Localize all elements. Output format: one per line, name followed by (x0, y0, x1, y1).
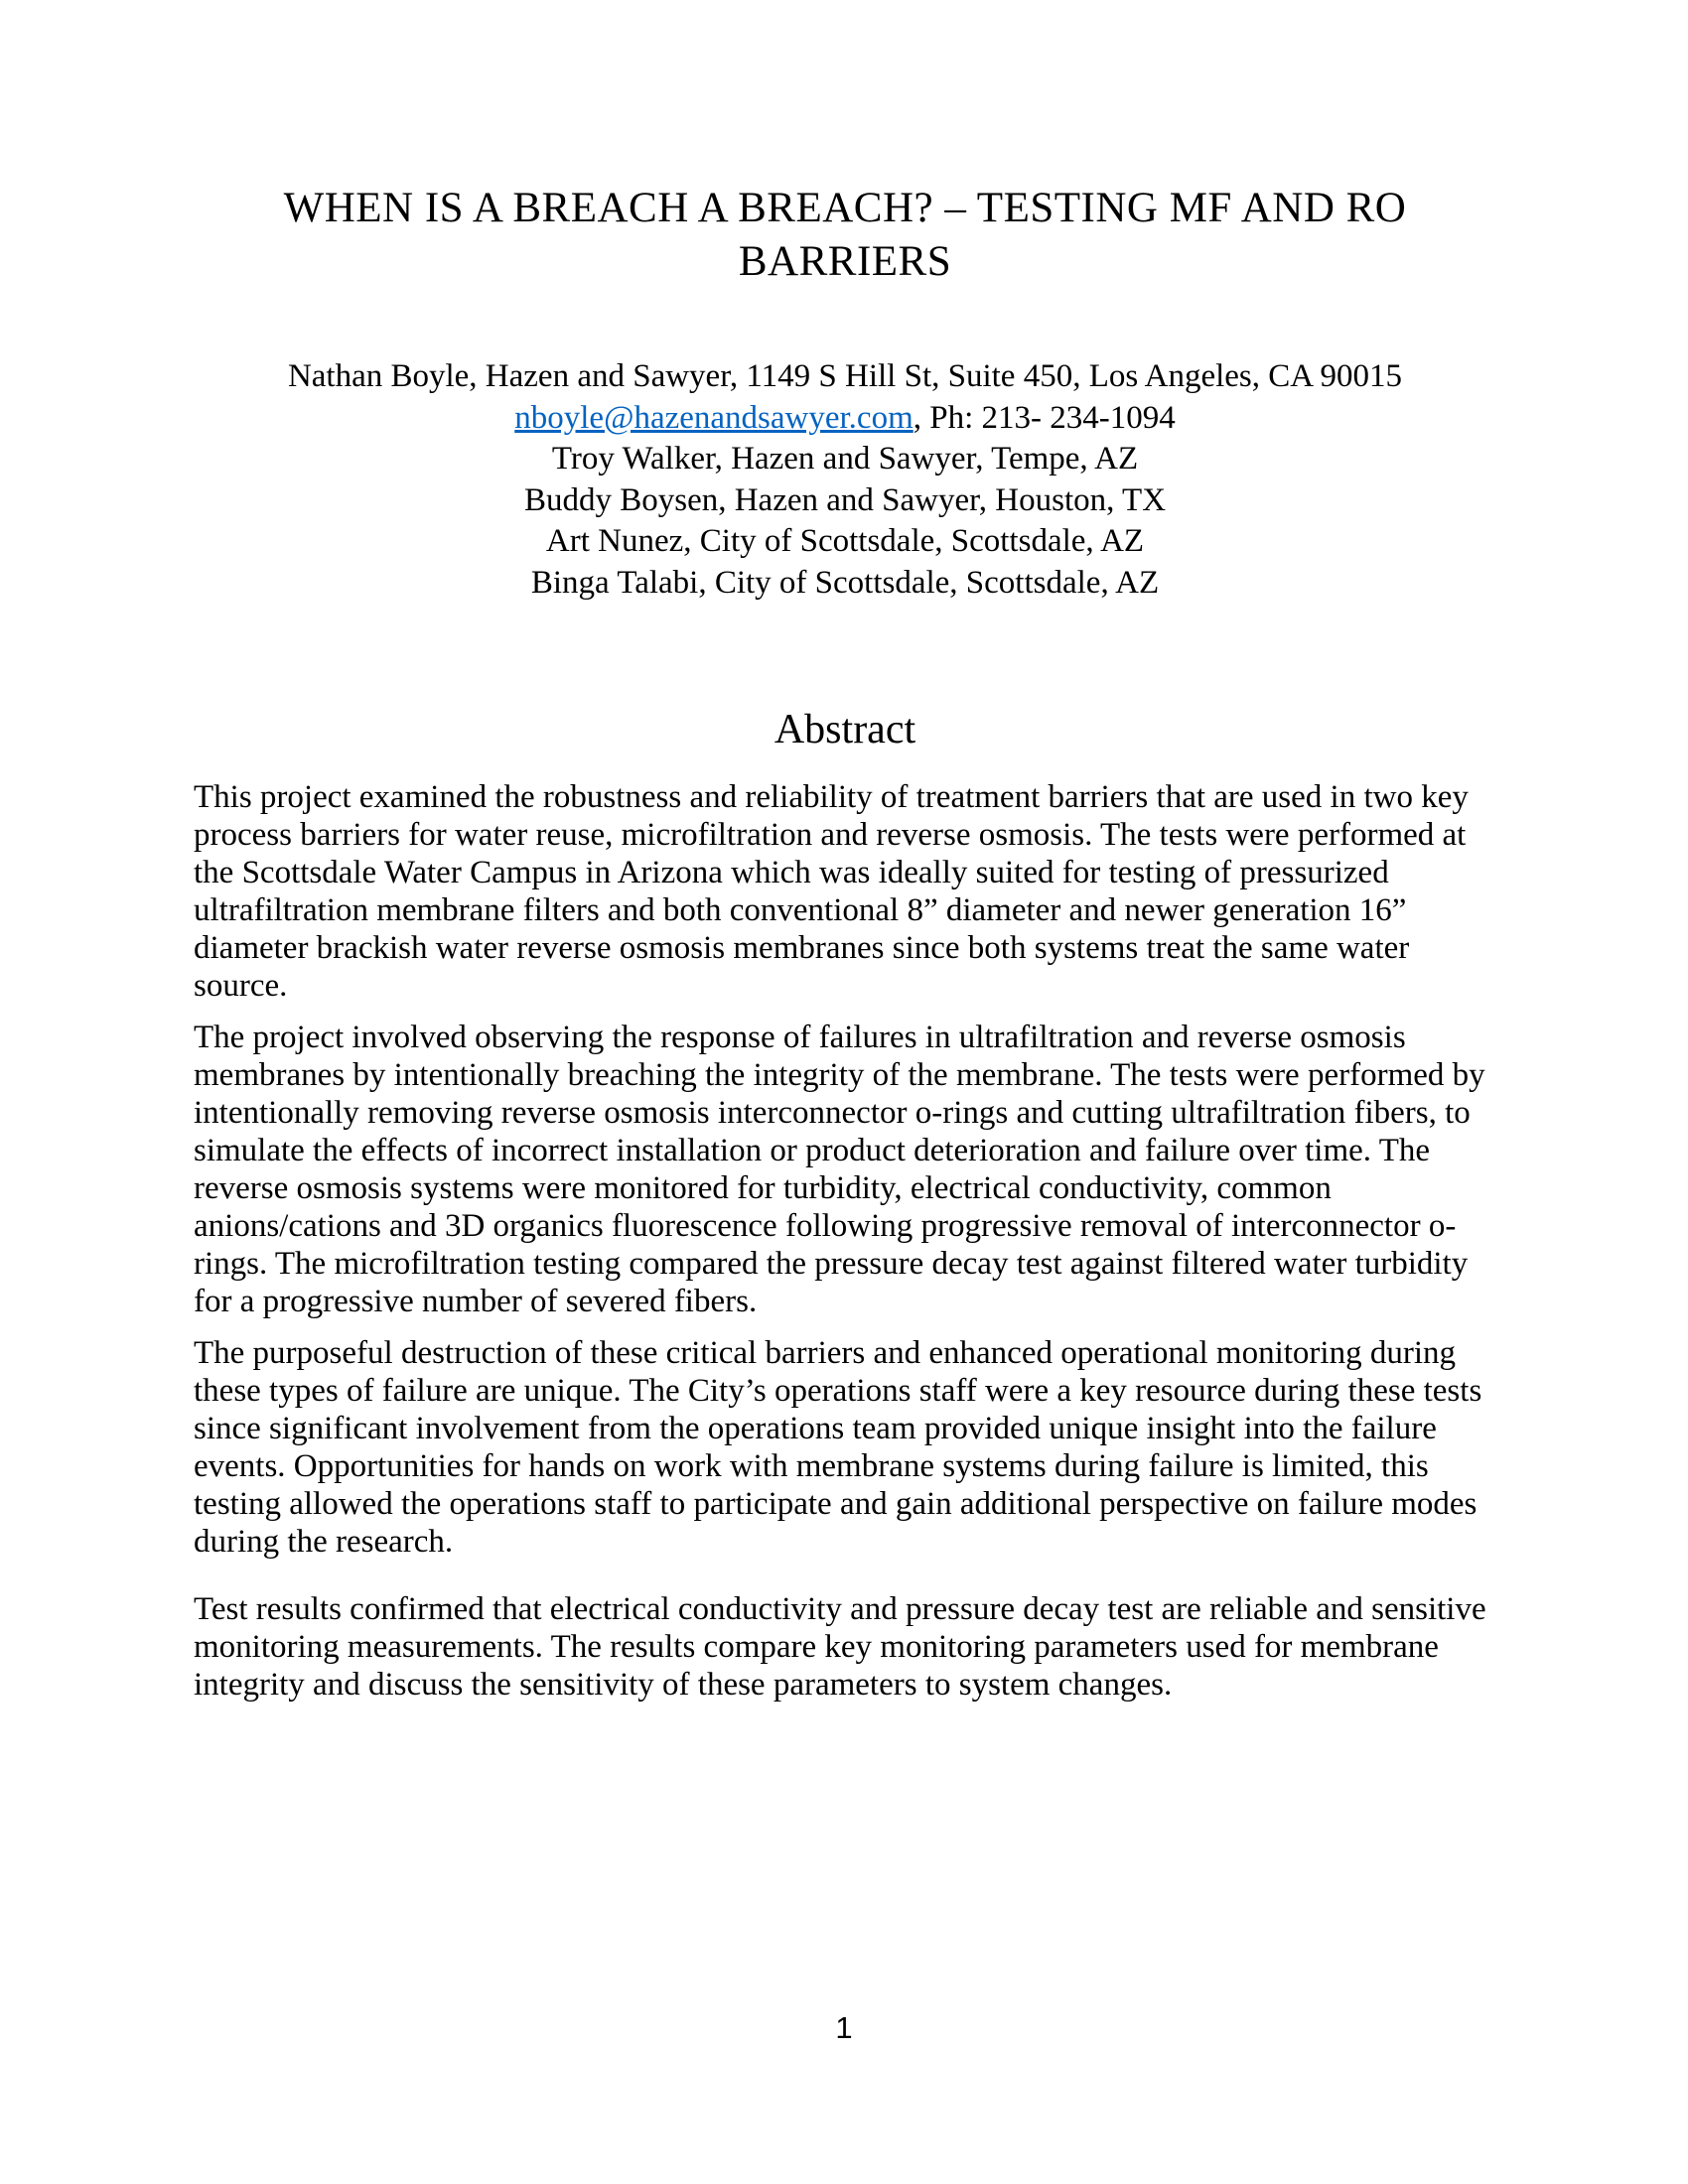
abstract-body (194, 778, 1496, 1704)
author-line: Troy Walker, Hazen and Sawyer, Tempe, AZ (551, 441, 1139, 477)
author-line: Buddy Boysen, Hazen and Sawyer, Houston, TX (523, 481, 1167, 518)
author-phone-text: , Ph: 213- 234-1094 (913, 399, 1176, 436)
author-line: Art Nunez, City of Scottsdale, Scottsdale, AZ (545, 523, 1145, 559)
paper-title: WHEN IS A BREACH A BREACH? – TESTING MF AND RO BARRIERS (283, 185, 1407, 285)
author-line-primary: Nathan Boyle, Hazen and Sawyer, 1149 S Hill St, Suite 450, Los Angeles, CA 90015 (287, 358, 1403, 394)
author-email-link[interactable]: nboyle@hazenandsawyer.com (514, 399, 914, 436)
abstract-heading: Abstract (774, 707, 916, 752)
page-number: 1 (835, 2010, 853, 2045)
author-contact-line (194, 398, 1496, 440)
page-content (194, 0, 1496, 1717)
author-block (194, 356, 1496, 604)
abstract-paragraph-3: The purposeful destruction of these critical barriers and enhanced operational monitoring during these types of failure are unique. The City’s operations staff were a key resource during these tests since significant involvement from the operations team provided unique insight into the failure events. Opportunities for hands on work with membrane systems during failure is limited, this testing allowed the operations staff to participate and gain additional perspective on failure modes during the research. (194, 1335, 1482, 1560)
abstract-paragraph-4: Test results confirmed that electrical conductivity and pressure decay test are reliable and sensitive monitoring measurements. The results compare key monitoring parameters used for membrane integrity and discuss the sensitivity of these parameters to system changes. (194, 1591, 1486, 1703)
author-line: Binga Talabi, City of Scottsdale, Scottsdale, AZ (530, 564, 1160, 601)
abstract-paragraph-1: This project examined the robustness and reliability of treatment barriers that are used in two key process barriers for water reuse, microfiltration and reverse osmosis. The tests were performed at the Scottsdale Water Campus in Arizona which was ideally suited for testing of pressurized ultrafiltration membrane filters and both conventional 8” diameter and newer generation 16” diameter brackish water reverse osmosis membranes since both systems treat the same water source. (194, 779, 1469, 1004)
abstract-paragraph-2: The project involved observing the response of failures in ultrafiltration and reverse osmosis membranes by intentionally breaching the integrity of the membrane. The tests were performed by intentionally removing reverse osmosis interconnector o-rings and cutting ultrafiltration fibers, to simulate the effects of incorrect installation or product deterioration and failure over time. The reverse osmosis systems were monitored for turbidity, electrical conductivity, common anions/cations and 3D organics fluorescence following progressive removal of interconnector o-rings. The microfiltration testing compared the pressure decay test against filtered water turbidity for a progressive number of severed fibers. (194, 1020, 1485, 1319)
